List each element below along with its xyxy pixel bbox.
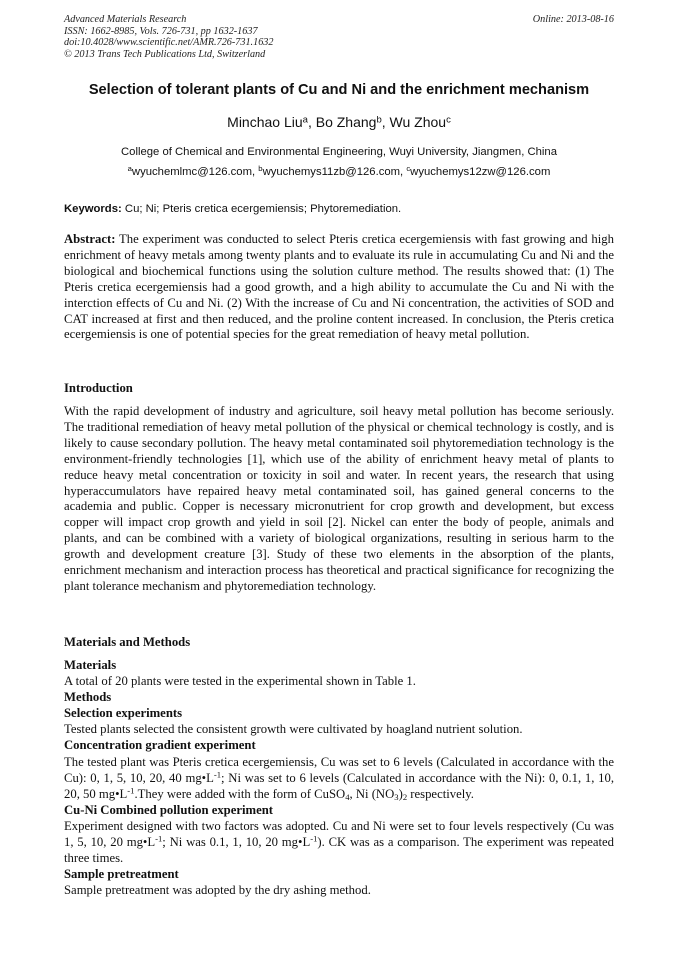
email-mark: a — [127, 164, 132, 174]
journal-name: Advanced Materials Research — [64, 14, 187, 25]
keywords — [64, 203, 614, 215]
pretreatment-text: Sample pretreatment was adopted by the dry ashing method. — [64, 883, 371, 898]
author-name: Bo Zhang — [315, 114, 377, 130]
email-address[interactable]: wyuchemys11zb@126.com — [262, 166, 401, 178]
subheading-selection: Selection experiments — [64, 706, 183, 721]
abstract-label: Abstract: — [64, 232, 116, 246]
keywords-label: Keywords: — [64, 203, 122, 215]
email-address[interactable]: wyuchemlmc@126.com — [131, 166, 253, 178]
paper-title: Selection of tolerant plants of Cu and Ni and the enrichment mechanism — [88, 82, 590, 98]
copyright-line: © 2013 Trans Tech Publications Ltd, Switzerland — [64, 48, 266, 60]
materials-text: A total of 20 plants were tested in the experimental shown in Table 1. — [64, 674, 416, 689]
subheading-gradient: Concentration gradient experiment — [64, 738, 256, 753]
header-left — [64, 14, 273, 60]
email-list: $^a$wyuchemlmc@126.com, $^b$wyuchemys11zb@126.com, $^c$wyuchemys12zw@126.com — [127, 164, 551, 178]
author-mark: b — [376, 114, 382, 126]
methods-heading: Materials and Methods — [64, 635, 191, 649]
keywords-text: Cu; Ni; Pteris cretica ecergemiensis; Phytoremediation. — [124, 203, 402, 215]
online-date: Online: 2013-08-16 — [532, 14, 614, 25]
author-mark: c — [446, 114, 451, 126]
email-address[interactable]: wyuchemys12zw@126.com — [410, 166, 551, 178]
author-list: Minchao Liu$^a$, Bo Zhang$^b$, Wu Zhou$^c$ — [227, 114, 451, 130]
abstract-text: The experiment was conducted to select Pteris cretica ecergemiensis with fast growing and high enrichment of heavy metals among twenty plants and to evaluate its rule in accumulating Cu and Ni and the biological and biochemical functions using the solution culture method. The results showed that: (1) The Pteris cretica ecergemiensis had a good growth, and a high ability to accumulate the Cu and Ni with the interction effects of Cu and Ni. (2) With the increase of Cu and Ni concentration, the activities of SOD and CAT increased at first and then reduced, and the proline content increased. In conclusion, the Pteris cretica ecergemiensis is one of potential species for the great remediation of heavy metal pollution. — [64, 232, 614, 342]
introduction-text: With the rapid development of industry and agriculture, soil heavy metal pollution has become seriously. The traditional remediation of heavy metal pollution of the physical or chemical technology is costly, and is likely to cause secondary pollution. The heavy metal contaminated soil phytoremediation technology is the environment-friendly technologies [1], which use of the ability of enrichment heavy metal of plants to reduce heavy metal concentration or toxicity in soil and water. In recent years, the research that using hyperaccumulators have repaired heavy metal contaminated soil, has gained general concerns to the academia and public. Copper is necessary micronutrient for crop growth and development, but excess copper will impact crop growth and yield in soil [2]. Nickel can enter the body of people, animals and plants, and can be combined with a variety of biological organizations, resulting in serious harm to the growth and development creature [3]. Study of these two elements in the absorption of the plants, enrichment mechanism and interaction process has theoretical and practical significance for recognizing the plant tolerance mechanism and phytoremediation technology. — [64, 404, 614, 593]
subheading-materials: Materials — [64, 658, 117, 672]
selection-text: Tested plants selected the consistent growth were cultivated by hoagland nutrient solution. — [64, 722, 523, 737]
combined-text: Experiment designed with two factors was adopted. Cu and Ni were set to four levels respectively (Cu was 1, 5, 10, 20 $mg•L^{-1}$; Ni was 0.1, 1, 10, 20 $mg•L^{-1}$). CK was as a comparison. The experiment was repeated three times. — [64, 818, 614, 866]
issn-line: ISSN: 1662-8985, Vols. 726-731, pp 1632-1637 — [64, 25, 258, 37]
methods-section — [64, 657, 614, 898]
doi-line: doi:10.4028/www.scientific.net/AMR.726-731.1632 — [64, 37, 274, 49]
subheading-combined: Cu-Ni Combined pollution experiment — [64, 802, 274, 817]
author-name: Wu Zhou — [389, 114, 447, 130]
subheading-methods: Methods — [64, 690, 112, 705]
abstract — [64, 232, 614, 343]
affiliation: College of Chemical and Environmental Engineering, Wuyi University, Jiangmen, China — [121, 146, 557, 158]
author-mark: a — [302, 114, 308, 126]
email-mark: b — [258, 164, 263, 174]
author-name: Minchao Liu — [227, 114, 303, 130]
email-mark: c — [406, 164, 411, 174]
introduction-heading: Introduction — [64, 381, 133, 395]
gradient-text: The tested plant was Pteris cretica ecergemiensis, Cu was set to 6 levels (Calculated in accordance with the Cu): 0, 1, 5, 10, 20, 40 $mg•L^{-1}$; Ni was set to 6 levels (Calculated in accordance with the Ni): 0, 0.1, 1, 10, 20, 50 $mg•L^{-1}.They$ were added with the form of CuSO$_4$, Ni $(NO_3)_2$ respectively. — [64, 754, 614, 802]
subheading-pretreatment: Sample pretreatment — [64, 867, 179, 882]
